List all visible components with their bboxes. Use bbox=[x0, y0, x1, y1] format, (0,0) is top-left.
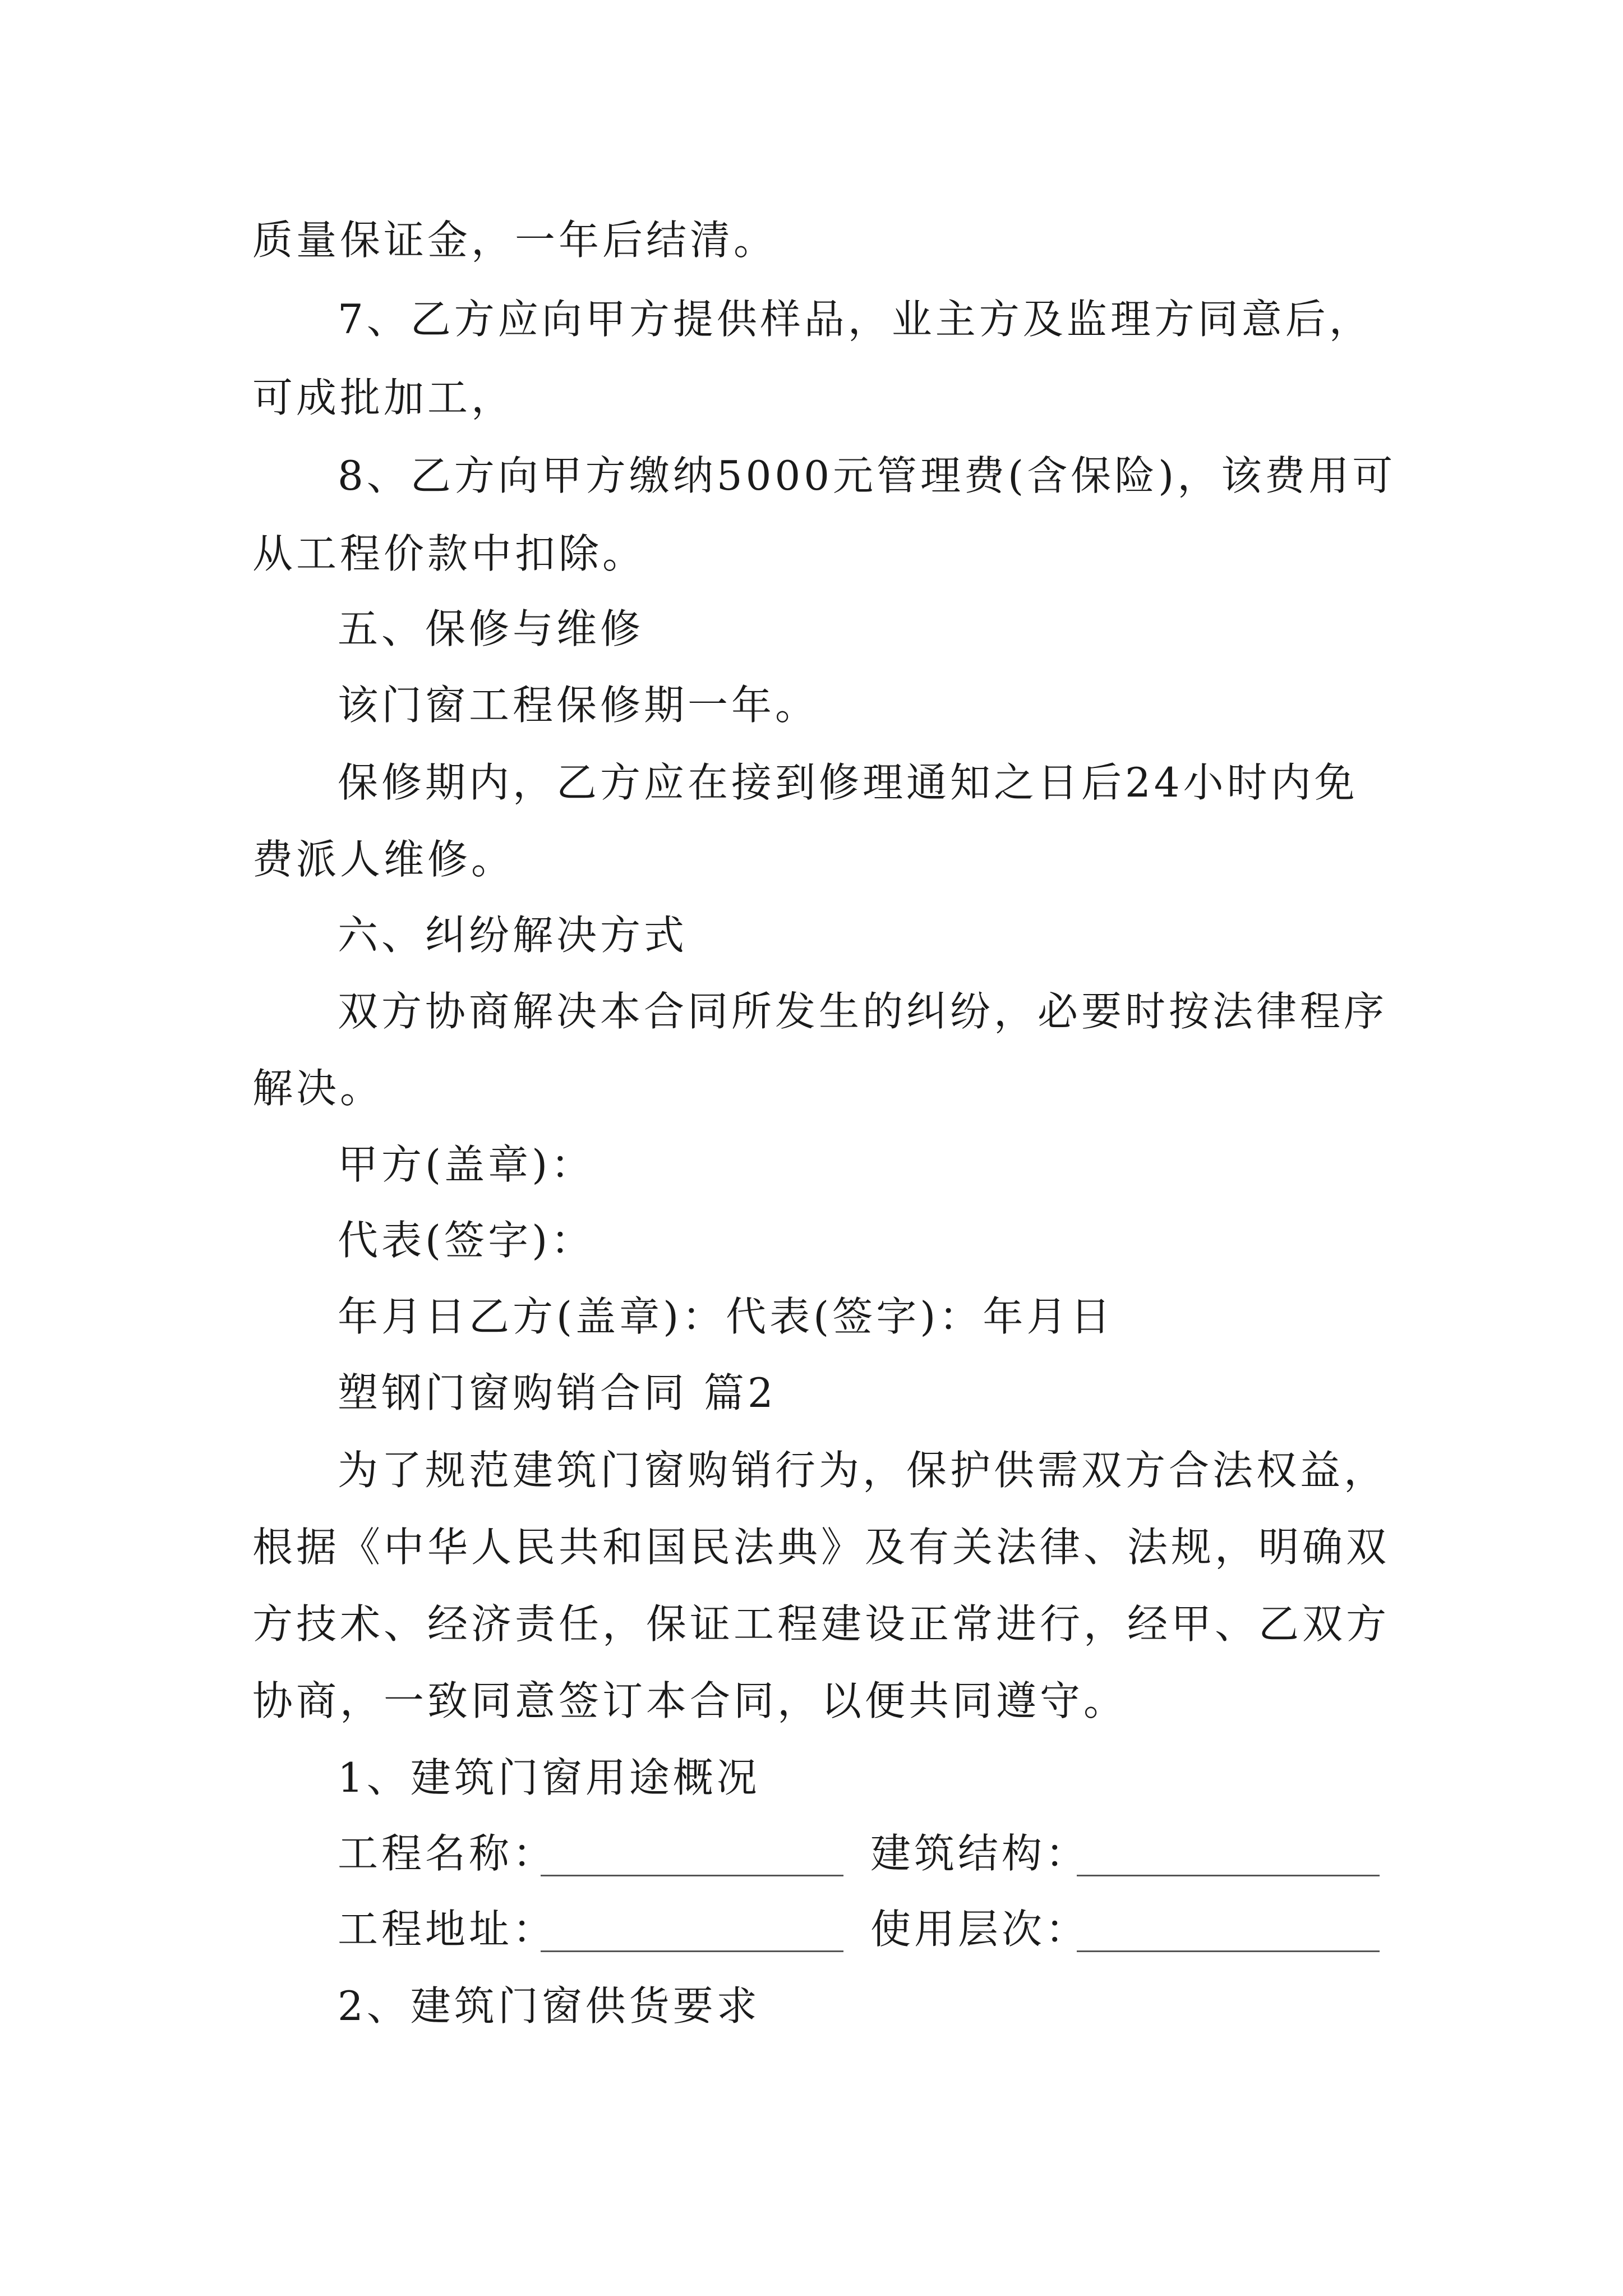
floors-blank bbox=[1077, 1950, 1380, 1952]
structure-blank bbox=[1077, 1875, 1380, 1876]
text-line: 质量保证金，一年后结清。 bbox=[252, 217, 778, 264]
section-heading: 2、建筑门窗供货要求 bbox=[338, 1982, 760, 2030]
signature-line: 代表(签字)： bbox=[338, 1217, 595, 1264]
text-line: 从工程价款中扣除。 bbox=[252, 530, 647, 577]
floors-label: 使用层次： bbox=[870, 1906, 1090, 1953]
signature-line: 甲方(盖章)： bbox=[338, 1141, 595, 1188]
text-line: 解决。 bbox=[252, 1065, 384, 1112]
field-row bbox=[338, 1906, 1381, 1959]
text-line: 保修期内，乙方应在接到修理通知之日后24小时内免 bbox=[338, 759, 1358, 806]
section-heading: 五、保修与维修 bbox=[338, 605, 644, 652]
document-title: 塑钢门窗购销合同 篇2 bbox=[338, 1369, 777, 1416]
text-line: 根据《中华人民共和国民法典》及有关法律、法规，明确双 bbox=[252, 1524, 1390, 1571]
text-line: 协商，一致同意签订本合同，以便共同遵守。 bbox=[252, 1677, 1128, 1724]
text-line: 为了规范建筑门窗购销行为，保护供需双方合法权益， bbox=[338, 1447, 1388, 1494]
project-name-blank bbox=[541, 1875, 843, 1876]
text-line: 方技术、经济责任，保证工程建设正常进行，经甲、乙双方 bbox=[252, 1600, 1390, 1648]
project-name-label: 工程名称： bbox=[338, 1830, 557, 1877]
project-address-blank bbox=[541, 1950, 843, 1952]
text-line: 可成批加工， bbox=[252, 374, 515, 421]
text-line: 费派人维修。 bbox=[252, 836, 515, 883]
signature-line: 年月日乙方(盖章)：代表(签字)：年月日 bbox=[338, 1293, 1114, 1340]
text-line: 8、乙方向甲方缴纳5000元管理费(含保险)，该费用可 bbox=[338, 452, 1396, 499]
section-heading: 六、纠纷解决方式 bbox=[338, 912, 688, 959]
project-address-label: 工程地址： bbox=[338, 1906, 557, 1953]
text-line: 双方协商解决本合同所发生的纠纷，必要时按法律程序 bbox=[338, 988, 1388, 1035]
field-row bbox=[338, 1830, 1381, 1884]
section-heading: 1、建筑门窗用途概况 bbox=[338, 1754, 760, 1801]
structure-label: 建筑结构： bbox=[870, 1830, 1090, 1877]
text-line: 该门窗工程保修期一年。 bbox=[338, 682, 819, 729]
text-line: 7、乙方应向甲方提供样品，业主方及监理方同意后， bbox=[338, 296, 1373, 343]
